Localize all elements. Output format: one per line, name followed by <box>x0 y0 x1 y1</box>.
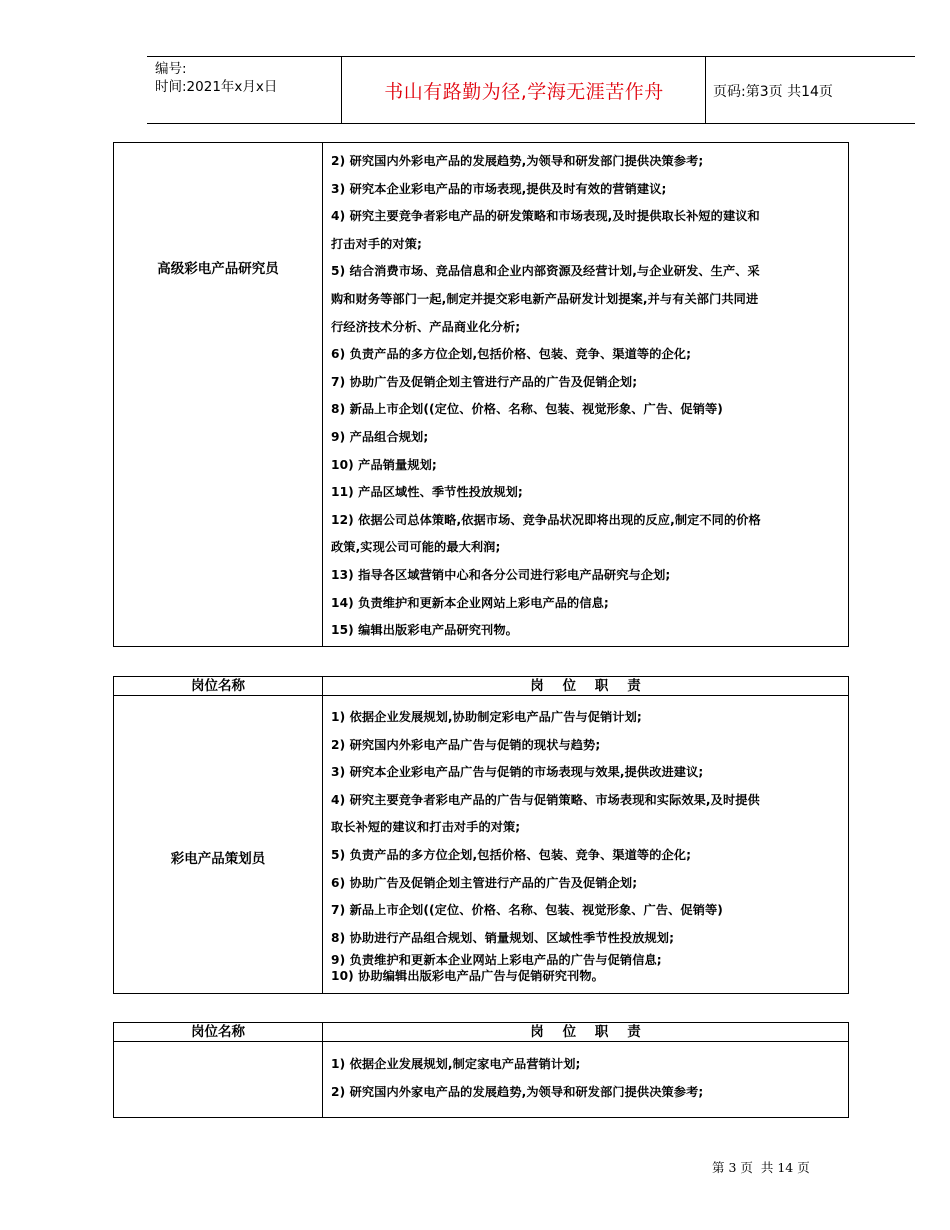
duty-item: 7) 协助广告及促销企划主管进行产品的广告及促销企划; <box>331 374 638 389</box>
table-header-row <box>114 677 848 696</box>
duty-item: 15) 编辑出版彩电产品研究刊物。 <box>331 623 518 638</box>
duty-item: 1) 依据企业发展规划,制定家电产品营销计划; <box>331 1057 581 1071</box>
table-column-divider <box>322 1023 323 1117</box>
column-header-position: 岗位名称 <box>191 678 245 694</box>
duty-item: 9) 负责维护和更新本企业网站上彩电产品的广告与促销信息; <box>331 953 662 968</box>
role-name: 高级彩电产品研究员 <box>157 261 279 277</box>
duty-item: 10) 产品销量规划; <box>331 457 437 472</box>
duty-item: 2) 研究国内外彩电产品的发展趋势,为领导和研发部门提供决策参考; <box>331 154 704 168</box>
duty-item: 行经济技术分析、产品商业化分析; <box>331 319 521 334</box>
duty-item: 9) 产品组合规划; <box>331 429 429 444</box>
duty-item: 2) 研究国内外彩电产品广告与促销的现状与趋势; <box>331 737 601 752</box>
duty-item: 6) 协助广告及促销企划主管进行产品的广告及促销企划; <box>331 875 638 890</box>
duty-item: 3) 研究本企业彩电产品广告与促销的市场表现与效果,提供改进建议; <box>331 765 704 780</box>
header-divider <box>705 57 706 123</box>
page-header <box>147 56 915 124</box>
duty-item: 11) 产品区域性、季节性投放规划; <box>331 485 523 500</box>
duty-item: 12) 依据公司总体策略,依据市场、竞争品状况即将出现的反应,制定不同的价格 <box>331 512 761 527</box>
column-header-duties: 岗 位 职 责 <box>530 1024 641 1040</box>
duty-item: 取长补短的建议和打击对手的对策; <box>331 820 521 835</box>
duty-item: 6) 负责产品的多方位企划,包括价格、包装、竞争、渠道等的企化; <box>331 347 692 362</box>
duty-item: 4) 研究主要竞争者彩电产品的研发策略和市场表现,及时提供取长补短的建议和 <box>331 209 760 224</box>
duty-item: 2) 研究国内外家电产品的发展趋势,为领导和研发部门提供决策参考; <box>331 1084 704 1099</box>
duty-table-appliance <box>113 1022 849 1118</box>
duty-item: 打击对手的对策; <box>331 236 422 251</box>
duty-table-senior-researcher <box>113 142 849 647</box>
duty-item: 13) 指导各区域营销中心和各分公司进行彩电产品研究与企划; <box>331 567 671 582</box>
role-name: 彩电产品策划员 <box>170 851 266 867</box>
duty-list <box>331 148 838 645</box>
column-header-duties: 岗 位 职 责 <box>530 678 641 694</box>
duty-item: 5) 负责产品的多方位企划,包括价格、包装、竞争、渠道等的企化; <box>331 847 692 862</box>
table-column-divider <box>322 143 323 646</box>
duty-list <box>331 1051 838 1106</box>
duty-item: 3) 研究本企业彩电产品的市场表现,提供及时有效的营销建议; <box>331 181 667 196</box>
time-label: 时间:2021年x月x日 <box>155 79 278 95</box>
duty-item: 7) 新品上市企划((定位、价格、名称、包装、视觉形象、广告、促销等) <box>331 903 723 918</box>
duty-item: 8) 新品上市企划((定位、价格、名称、包装、视觉形象、广告、促销等) <box>331 402 723 417</box>
serial-label: 编号: <box>155 61 187 77</box>
duty-item: 10) 协助编辑出版彩电产品广告与促销研究刊物。 <box>331 969 604 984</box>
duty-item: 4) 研究主要竞争者彩电产品的广告与促销策略、市场表现和实际效果,及时提供 <box>331 792 760 807</box>
header-divider <box>341 57 342 123</box>
duty-list <box>331 704 838 984</box>
page-footer: 第 3 页 共 14 页 <box>712 1160 810 1175</box>
duty-item: 8) 协助进行产品组合规划、销量规划、区域性季节性投放规划; <box>331 930 675 945</box>
header-page-info: 页码:第3页 共14页 <box>713 84 833 100</box>
duty-table-tv-planner <box>113 676 849 994</box>
table-column-divider <box>322 677 323 993</box>
column-header-position: 岗位名称 <box>191 1024 245 1040</box>
duty-item: 1) 依据企业发展规划,协助制定彩电产品广告与促销计划; <box>331 710 642 724</box>
header-motto: 书山有路勤为径,学海无涯苦作舟 <box>384 81 664 103</box>
duty-item: 政策,实现公司可能的最大利润; <box>331 540 501 555</box>
duty-item: 购和财务等部门一起,制定并提交彩电新产品研发计划提案,并与有关部门共同进 <box>331 291 759 306</box>
duty-item: 5) 结合消费市场、竞品信息和企业内部资源及经营计划,与企业研发、生产、采 <box>331 264 760 279</box>
table-header-row <box>114 1023 848 1042</box>
header-meta <box>155 60 277 96</box>
duty-item: 14) 负责维护和更新本企业网站上彩电产品的信息; <box>331 595 609 610</box>
